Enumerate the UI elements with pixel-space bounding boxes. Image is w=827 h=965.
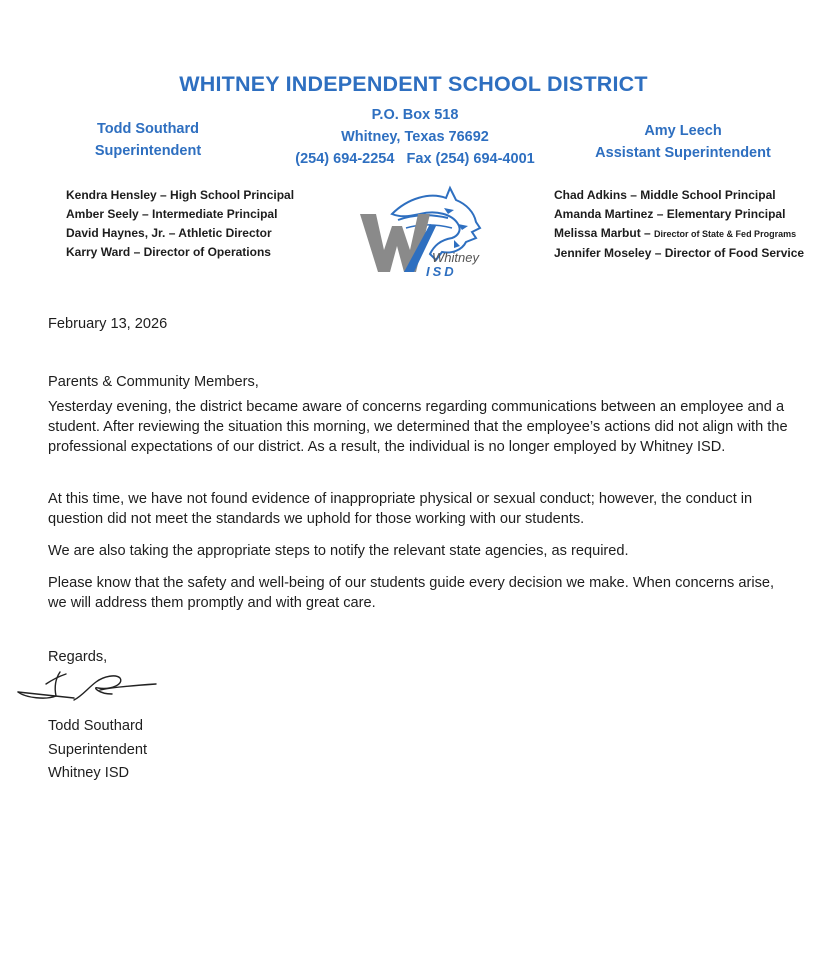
staff-item: Amber Seely – Intermediate Principal — [66, 207, 278, 221]
signer-title: Superintendent — [48, 741, 147, 758]
staff-name: Amanda Martinez — [554, 207, 654, 221]
signer-name: Todd Southard — [48, 718, 143, 734]
staff-item: Kendra Hensley – High School Principal — [66, 188, 295, 202]
staff-role: Athletic Director — [178, 226, 272, 240]
staff-list-left — [66, 186, 294, 262]
staff-item: Melissa Marbut – Director of State & Fed Programs — [554, 226, 797, 240]
signer-org: Whitney ISD — [48, 765, 130, 781]
assistant-superintendent-name: Amy Leech — [644, 123, 722, 139]
handwritten-signature-icon — [16, 668, 166, 712]
district-name: WHITNEY INDEPENDENT SCHOOL DISTRICT — [179, 72, 648, 96]
staff-item: Karry Ward – Director of Operations — [66, 245, 271, 259]
district-address — [280, 104, 550, 170]
logo-text-isd: ISD — [426, 264, 457, 279]
staff-name: David Haynes, Jr. — [66, 226, 166, 240]
staff-role: Director of Operations — [143, 245, 271, 259]
signer-block — [48, 715, 147, 786]
letter-greeting: Parents & Community Members, — [48, 374, 259, 390]
staff-role: Intermediate Principal — [152, 207, 278, 221]
staff-name: Melissa Marbut — [554, 226, 641, 240]
staff-item: Amanda Martinez – Elementary Principal — [554, 207, 786, 221]
superintendent-title: Superintendent — [94, 143, 202, 159]
staff-role: Middle School Principal — [640, 188, 776, 202]
staff-name: Amber Seely — [66, 207, 139, 221]
staff-item: David Haynes, Jr. – Athletic Director — [66, 226, 272, 240]
logo-text-whitney: Whitney — [432, 250, 479, 265]
staff-name: Chad Adkins — [554, 188, 627, 202]
staff-name: Karry Ward — [66, 245, 131, 259]
city-state-zip: Whitney, Texas 76692 — [341, 129, 489, 145]
staff-list-right — [554, 186, 804, 263]
letter-paragraph: We are also taking the appropriate steps to notify the relevant state agencies, as required. — [48, 543, 629, 559]
staff-role: Elementary Principal — [666, 207, 786, 221]
staff-item: Chad Adkins – Middle School Principal — [554, 188, 776, 202]
letter-date: February 13, 2026 — [48, 316, 168, 332]
staff-name: Kendra Hensley — [66, 188, 157, 202]
letter-paragraph: Yesterday evening, the district became aware of concerns regarding communications between an employee and a student. After reviewing the situation this morning, we determined that the employee’s actions did not align with the professional expectations of our district. As a result, the individual is no longer employed by Whitney ISD. — [48, 399, 788, 455]
letter-paragraph: At this time, we have not found evidence of inappropriate physical or sexual conduct; however, the conduct in question did not meet the standards we uphold for those working with our students. — [48, 491, 753, 527]
assistant-superintendent-block — [580, 120, 786, 164]
phone-fax: (254) 694-2254 Fax (254) 694-4001 — [295, 151, 535, 167]
assistant-superintendent-title: Assistant Superintendent — [595, 145, 771, 161]
letter-closing: Regards, — [48, 649, 108, 665]
staff-role: High School Principal — [170, 188, 295, 202]
staff-item: Jennifer Moseley – Director of Food Service — [554, 246, 805, 260]
letter-paragraph: Please know that the safety and well-being of our students guide every decision we make. When concerns arise, we will address them promptly and with great care. — [48, 575, 775, 611]
superintendent-name: Todd Southard — [96, 121, 200, 137]
staff-name: Jennifer Moseley — [554, 246, 652, 260]
staff-role: Director of State & Fed Programs — [654, 229, 797, 239]
superintendent-block — [78, 118, 218, 162]
wildcat-logo-icon — [358, 184, 486, 280]
staff-role: Director of Food Service — [664, 246, 805, 260]
po-box: P.O. Box 518 — [371, 107, 459, 123]
